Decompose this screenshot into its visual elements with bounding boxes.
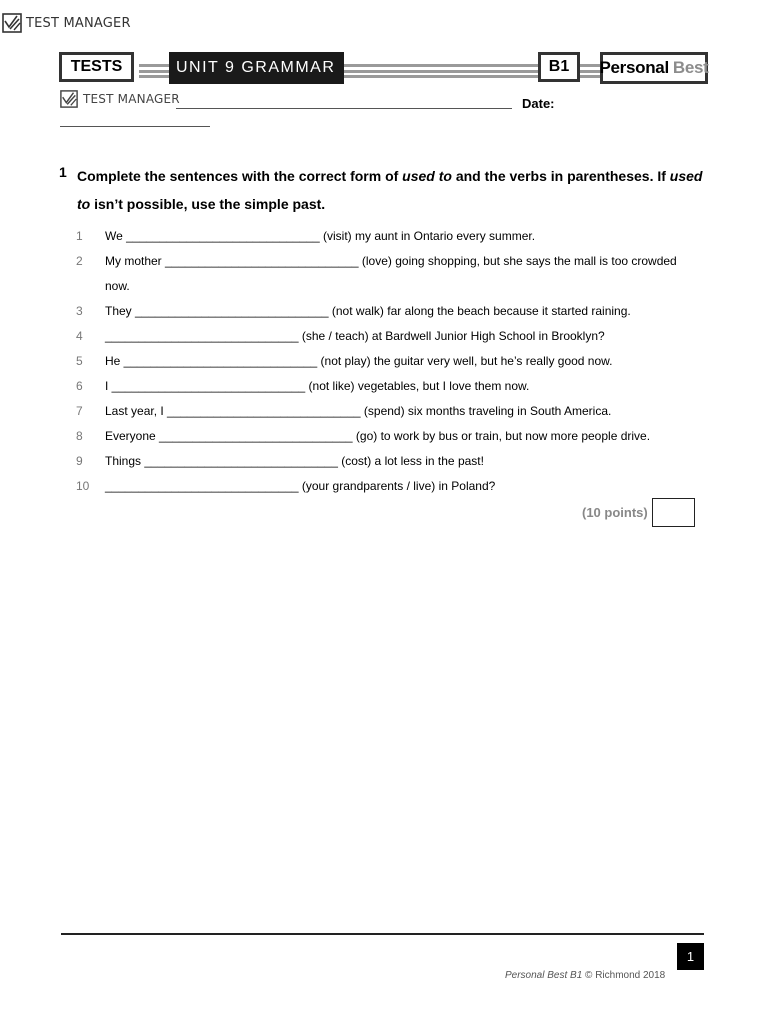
item-text: Everyone _____________________________ (go) to work by bus or train, but now more people drive. bbox=[105, 429, 651, 443]
item-text: My mother _____________________________ (love) going shopping, but she says the mall is too crowded now. bbox=[105, 254, 677, 293]
item-text: We _____________________________ (visit) my aunt in Ontario every summer. bbox=[105, 229, 536, 243]
item-number: 3 bbox=[76, 304, 83, 318]
item-number: 1 bbox=[76, 229, 83, 243]
header-stripes-right bbox=[580, 64, 600, 78]
instr-italic2: used to bbox=[77, 168, 703, 212]
item-number: 7 bbox=[76, 404, 83, 418]
question-number: 1 bbox=[59, 164, 67, 180]
item-number: 6 bbox=[76, 379, 83, 393]
item-number: 10 bbox=[76, 479, 90, 493]
level-badge: B1 bbox=[538, 52, 580, 82]
name-field[interactable] bbox=[176, 108, 512, 109]
book-title: Personal Best B1 bbox=[505, 970, 583, 981]
list-item[interactable] bbox=[62, 374, 702, 399]
test-manager-logo-small bbox=[60, 90, 180, 108]
points-label: (10 points) bbox=[582, 505, 648, 520]
item-text: _____________________________ (she / teach) at Bardwell Junior High School in Brooklyn? bbox=[105, 329, 605, 343]
list-item[interactable] bbox=[62, 324, 702, 349]
item-number: 5 bbox=[76, 354, 83, 368]
list-item[interactable] bbox=[62, 299, 702, 324]
item-text: _____________________________ (your grandparents / live) in Poland? bbox=[105, 479, 496, 493]
brand-main: Personal bbox=[599, 58, 669, 77]
list-item[interactable] bbox=[62, 224, 702, 249]
check-shield-icon bbox=[60, 90, 78, 108]
question-items bbox=[62, 224, 702, 499]
item-number: 2 bbox=[76, 254, 83, 268]
logo-text: TEST MANAGER bbox=[26, 15, 131, 31]
item-number: 4 bbox=[76, 329, 83, 343]
item-text: He _____________________________ (not play) the guitar very well, but he’s really good now. bbox=[105, 354, 613, 368]
unit-title: UNIT 9 GRAMMAR bbox=[169, 52, 344, 84]
brand-accent: Best bbox=[672, 58, 709, 77]
item-text: Things _____________________________ (cost) a lot less in the past! bbox=[105, 454, 484, 468]
footer-divider bbox=[61, 933, 704, 935]
copyright-text: © Richmond 2018 bbox=[582, 970, 666, 981]
score-box[interactable] bbox=[652, 498, 695, 527]
instr-italic1: used to bbox=[402, 168, 452, 184]
item-number: 8 bbox=[76, 429, 83, 443]
check-shield-icon bbox=[2, 13, 22, 33]
list-item[interactable] bbox=[62, 249, 702, 299]
list-item[interactable] bbox=[62, 474, 702, 499]
page-number: 1 bbox=[677, 943, 704, 970]
instr-part3: isn’t possible, use the simple past. bbox=[90, 196, 326, 212]
logo-text-small: TEST MANAGER bbox=[83, 92, 180, 106]
list-item[interactable] bbox=[62, 349, 702, 374]
list-item[interactable] bbox=[62, 449, 702, 474]
item-text: They _____________________________ (not walk) far along the beach because it started raining. bbox=[105, 304, 631, 318]
list-item[interactable] bbox=[62, 399, 702, 424]
test-manager-logo bbox=[2, 13, 131, 33]
date-field[interactable] bbox=[60, 126, 210, 127]
copyright bbox=[505, 970, 665, 981]
instr-part1: Complete the sentences with the correct form of bbox=[77, 168, 403, 184]
item-number: 9 bbox=[76, 454, 83, 468]
brand-logo bbox=[600, 52, 708, 84]
date-label: Date: bbox=[522, 96, 555, 111]
tests-label: TESTS bbox=[59, 52, 134, 82]
item-text: I _____________________________ (not like) vegetables, but I love them now. bbox=[105, 379, 530, 393]
item-text: Last year, I _____________________________ (spend) six months traveling in South America. bbox=[105, 404, 612, 418]
question-instructions bbox=[77, 162, 717, 218]
instr-part2: and the verbs in parentheses. If bbox=[451, 168, 670, 184]
list-item[interactable] bbox=[62, 424, 702, 449]
